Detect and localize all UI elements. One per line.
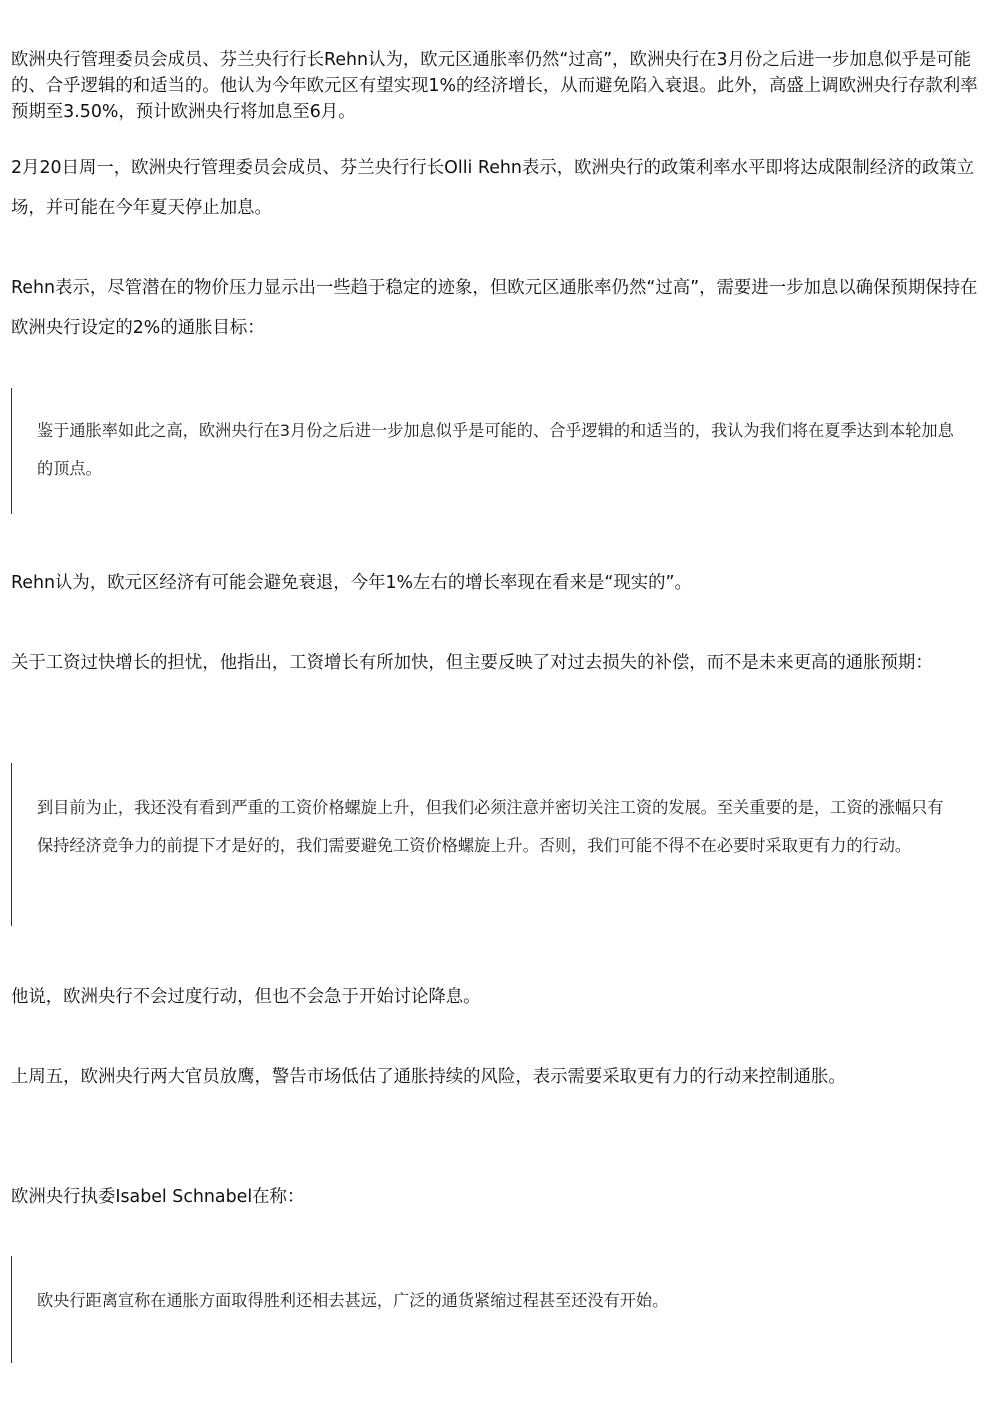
blockquote-wage-spiral (11, 763, 983, 926)
paragraph-growth-outlook: Rehn认为，欧元区经济有可能会避免衰退，今年1%左右的增长率现在看来是“现实的”。 (11, 573, 692, 593)
paragraph-intro-summary: 欧洲央行管理委员会成员、芬兰央行行长Rehn认为，欧元区通胀率仍然“过高”，欧洲央行在3月份之后进一步加息似乎是可能的、合乎逻辑的和适当的。他认为今年欧元区有望实现1%的经济增长，从而避免陷入衰退。此外，高盛上调欧洲央行存款利率预期至3.50%，预计欧洲央行将加息至6月。 (11, 50, 978, 122)
paragraph-wage-concerns: 关于工资过快增长的担忧，他指出，工资增长有所加快，但主要反映了对过去损失的补偿，而不是未来更高的通胀预期： (11, 653, 933, 673)
paragraph-rehn-statement: 2月20日周一，欧洲央行管理委员会成员、芬兰央行行长Olli Rehn表示，欧洲央行的政策利率水平即将达成限制经济的政策立场，并可能在今年夏天停止加息。 (11, 158, 975, 218)
paragraph-schnabel-intro: 欧洲央行执委Isabel Schnabel在称： (11, 1187, 305, 1207)
blockquote-schnabel (11, 1256, 983, 1363)
paragraph-inflation-target: Rehn表示，尽管潜在的物价压力显示出一些趋于稳定的迹象，但欧元区通胀率仍然“过高”，需要进一步加息以确保预期保持在欧洲央行设定的2%的通胀目标： (11, 278, 978, 338)
paragraph-no-overreaction: 他说，欧洲央行不会过度行动，但也不会急于开始讨论降息。 (11, 987, 481, 1007)
paragraph-hawkish-officials: 上周五，欧洲央行两大官员放鹰，警告市场低估了通胀持续的风险，表示需要采取更有力的行动来控制通胀。 (11, 1067, 846, 1087)
blockquote-text: 鉴于通胀率如此之高，欧洲央行在3月份之后进一步加息似乎是可能的、合乎逻辑的和适当的，我认为我们将在夏季达到本轮加息的顶点。 (37, 421, 954, 478)
blockquote-text: 欧央行距离宣称在通胀方面取得胜利还相去甚远，广泛的通货紧缩过程甚至还没有开始。 (37, 1291, 669, 1310)
blockquote-text: 到目前为止，我还没有看到严重的工资价格螺旋上升，但我们必须注意并密切关注工资的发展。至关重要的是，工资的涨幅只有保持经济竞争力的前提下才是好的，我们需要避免工资价格螺旋上升。否则，我们可能不得不在必要时采取更有力的行动。 (37, 798, 944, 855)
blockquote-rate-hike (11, 388, 983, 514)
